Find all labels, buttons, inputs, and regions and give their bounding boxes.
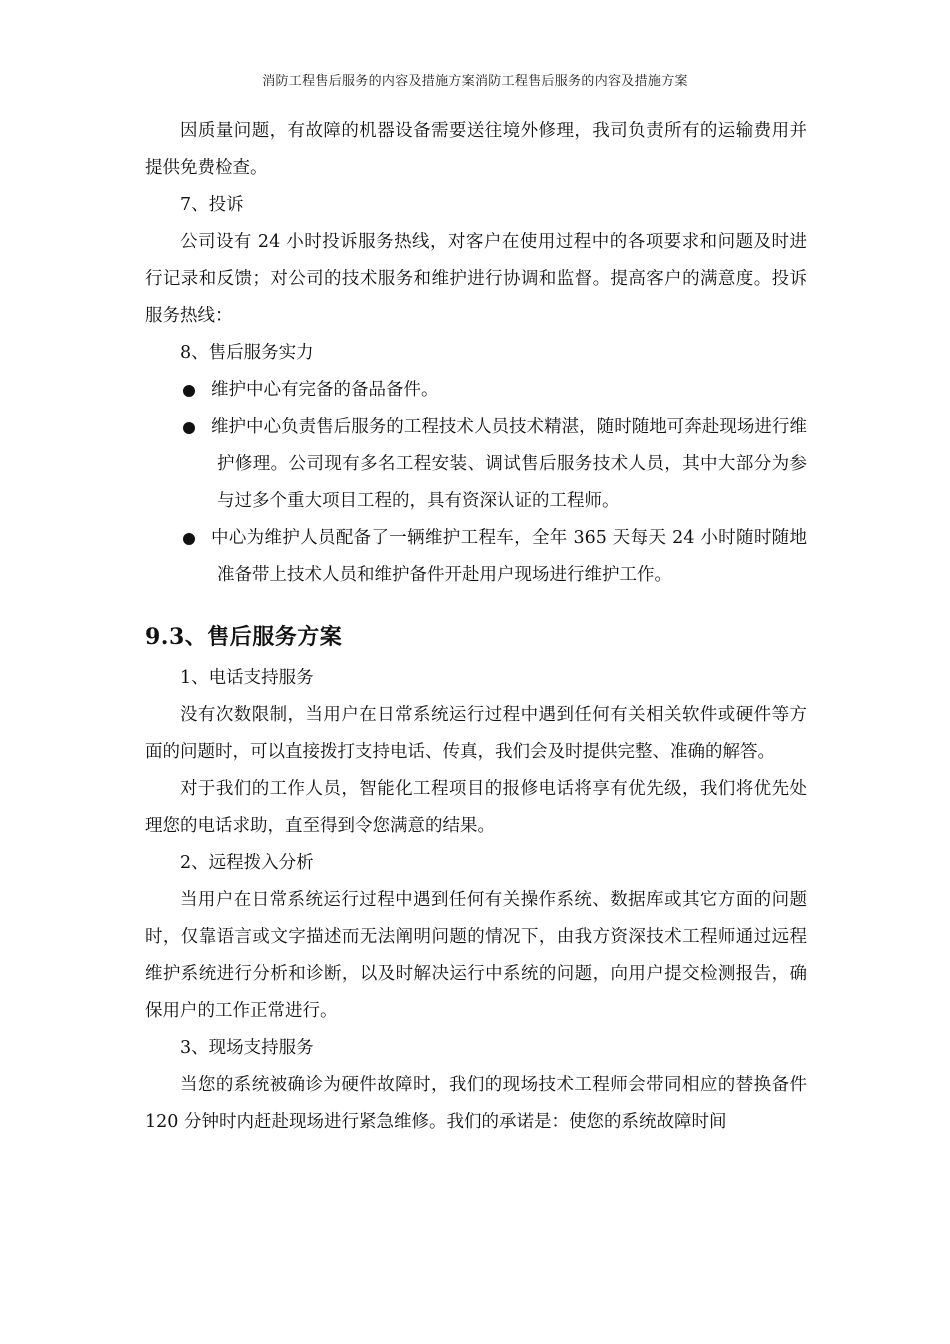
list-item-text: 维护中心负责售后服务的工程技术人员技术精湛，随时随地可奔赴现场进行维护修理。公司现有多名工程安装、调试售后服务技术人员，其中大部分为参与过多个重大项目工程的，具有资深认证的工程师。 [211,417,807,511]
heading-complaint: 7、投诉 [180,195,244,215]
heading-remote-analysis: 2、远程拨入分析 [180,853,314,873]
heading-onsite-support: 3、现场支持服务 [180,1038,314,1058]
list-item-text: 维护中心有完备的备品备件。 [211,380,439,400]
list-item [145,372,807,409]
heading-phone-support: 1、电话支持服务 [180,668,314,688]
section-title: 9.3、售后服务方案 [145,624,343,650]
list-item [145,409,807,520]
paragraph-onsite-support: 当您的系统被确诊为硬件故障时，我们的现场技术工程师会带同相应的替换备件 120 分钟时内赶赴现场进行紧急维修。我们的承诺是：使您的系统故障时间 [145,1075,807,1132]
paragraph-complaint: 公司设有 24 小时投诉服务热线，对客户在使用过程中的各项要求和问题及时进行记录和反馈；对公司的技术服务和维护进行协调和监督。提高客户的满意度。投诉服务热线： [145,232,807,326]
paragraph-phone-support-2: 对于我们的工作人员，智能化工程项目的报修电话将享有优先级，我们将优先处理您的电话求助，直至得到令您满意的结果。 [145,779,807,836]
paragraph-repair-abroad: 因质量问题，有故障的机器设备需要送往境外修理，我司负责所有的运输费用并提供免费检查。 [145,121,807,178]
document-body [145,113,807,1141]
bullet-icon [183,533,195,545]
page-header: 消防工程售后服务的内容及措施方案消防工程售后服务的内容及措施方案 [262,74,688,89]
service-strength-list [145,372,807,594]
list-item [145,520,807,594]
bullet-icon [183,385,195,397]
paragraph-remote-analysis: 当用户在日常系统运行过程中遇到任何有关操作系统、数据库或其它方面的问题时，仅靠语言或文字描述而无法阐明问题的情况下，由我方资深技术工程师通过远程维护系统进行分析和诊断，以及时解决运行中系统的问题，向用户提交检测报告，确保用户的工作正常进行。 [145,890,807,1021]
heading-service-strength: 8、售后服务实力 [180,343,314,363]
paragraph-phone-support-1: 没有次数限制，当用户在日常系统运行过程中遇到任何有关相关软件或硬件等方面的问题时，可以直接拨打支持电话、传真，我们会及时提供完整、准确的解答。 [145,705,807,762]
bullet-icon [183,422,195,434]
list-item-text: 中心为维护人员配备了一辆维护工程车，全年 365 天每天 24 小时随时随地准备带上技术人员和维护备件开赴用户现场进行维护工作。 [211,528,807,585]
